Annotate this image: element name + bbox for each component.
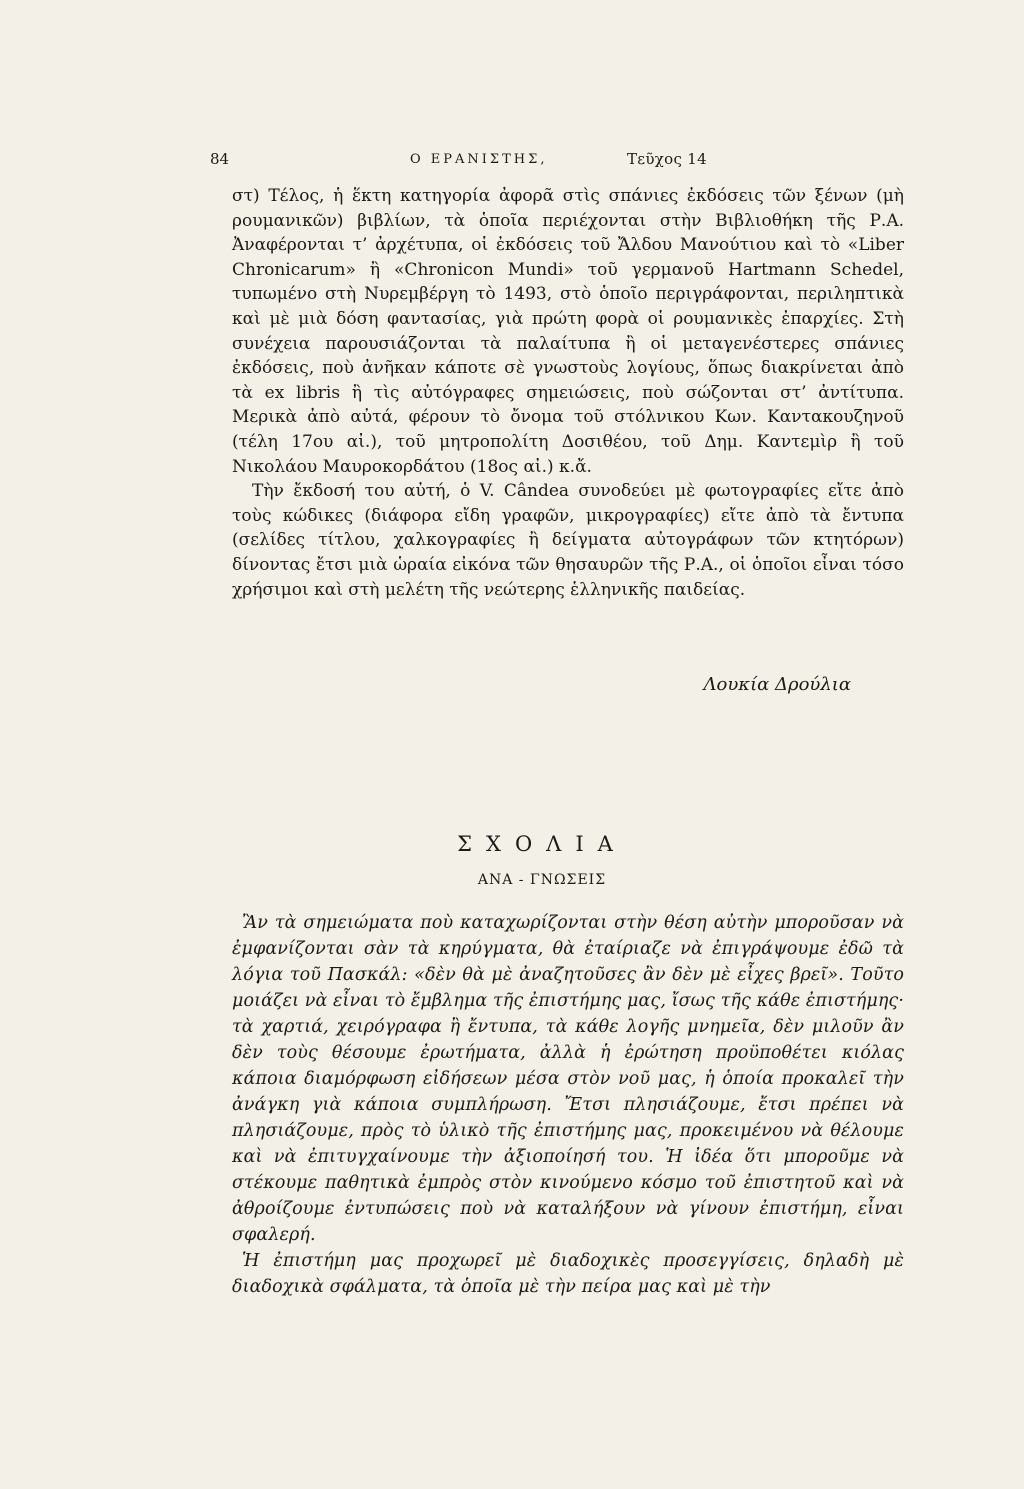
author-signature: Λουκία Δρούλια	[703, 674, 851, 695]
section-subtitle: ΑΝΑ - ΓΝΩΣΕΙΣ	[477, 872, 607, 888]
notes-paragraph: Ἡ ἐπιστήμη μας προχωρεῖ μὲ διαδοχικὲς προσεγγίσεις, δηλαδὴ μὲ διαδοχικὰ σφάλματα, τὰ ὁποῖα μὲ τὴν πείρα μας καὶ μὲ τὴν	[232, 1251, 904, 1297]
review-paragraph: Τὴν ἔκδοσή του αὐτή, ὁ V. Cândea συνοδεύει μὲ φωτογραφίες εἴτε ἀπὸ τοὺς κώδικες (διάφορα εἴδη γραφῶν, μικρογραφίες) εἴτε ἀπὸ τὰ ἔντυπα (σελίδες τίτλου, χαλκογραφίες ἢ δείγματα αὐτογράφων τῶν κτητόρων) δίνοντας ἔτσι μιὰ ὡραία εἰκόνα τῶν θησαυρῶν τῆς Ρ.Α., οἱ ὁποῖοι εἶναι τόσο χρήσιμοι καὶ στὴ μελέτη τῆς νεώτερης ἑλληνικῆς παιδείας.	[232, 481, 904, 600]
running-title: Ο ΕΡΑΝΙΣΤΗΣ,	[410, 152, 548, 167]
page-header	[210, 150, 910, 174]
issue-label: Τεῦχος 14	[627, 150, 707, 168]
page-number: 84	[210, 150, 230, 168]
section-title: ΣΧΟΛΙΑ	[457, 832, 627, 856]
notes-text	[232, 910, 904, 1300]
review-text	[232, 184, 904, 602]
notes-paragraph: Ἂν τὰ σημειώματα ποὺ καταχωρίζονται στὴν θέση αὐτὴν μποροῦσαν νὰ ἐμφανίζονται σὰν τὰ κηρύγματα, θὰ ἐταίριαζε νὰ ἐπιγράψουμε ἐδῶ τὰ λόγια τοῦ Πασκάλ: «δὲν θὰ μὲ ἀναζητοῦσες ἂν δὲν μὲ εἶχες βρεῖ». Τοῦτο μοιάζει νὰ εἶναι τὸ ἔμβλημα τῆς ἐπιστήμης μας, ἴσως τῆς κάθε ἐπιστήμης· τὰ χαρτιά, χειρόγραφα ἢ ἔντυπα, τὰ κάθε λογῆς μνημεῖα, δὲν μιλοῦν ἂν δὲν τοὺς θέσουμε ἐρωτήματα, ἀλλὰ ἡ ἐρώτηση προϋποθέτει κιόλας κάποια διαμόρφωση εἰδήσεων μέσα στὸν νοῦ μας, ἡ ὁποία προκαλεῖ τὴν ἀνάγκη γιὰ κάποια συμπλήρωση. Ἔτσι πλησιάζουμε, ἔτσι πρέπει νὰ πλησιάζουμε, πρὸς τὸ ὑλικὸ τῆς ἐπιστήμης μας, προκειμένου νὰ θέλουμε καὶ νὰ ἐπιτυγχαίνουμε τὴν ἀξιοποίησή του. Ἡ ἰδέα ὅτι μποροῦμε νὰ στέκουμε παθητικὰ ἐμπρὸς στὸν κινούμενο κόσμο τοῦ ἐπιστητοῦ καὶ νὰ ἀθροίζουμε ἐντυπώσεις ποὺ νὰ καταλήξουν νὰ γίνουν ἐπιστήμη, εἶναι σφαλερή.	[232, 913, 904, 1245]
review-paragraph: στ) Τέλος, ἡ ἕκτη κατηγορία ἀφορᾶ στὶς σπάνιες ἐκδόσεις τῶν ξένων (μὴ ρουμανικῶν) βιβλίων, τὰ ὁποῖα περιέχονται στὴν Βιβλιοθήκη τῆς Ρ.Α. Ἀναφέρονται τ’ ἀρχέτυπα, οἱ ἐκδόσεις τοῦ Ἄλδου Μανούτιου καὶ τὸ «Liber Chronicarum» ἢ «Chronicon Mundi» τοῦ γερμανοῦ Hartmann Schedel, τυπωμένο στὴ Νυρεμβέργη τὸ 1493, στὸ ὁποῖο περιγράφονται, περιληπτικὰ καὶ μὲ μιὰ δόση φαντασίας, γιὰ πρώτη φορὰ οἱ ρουμανικὲς ἐπαρχίες. Στὴ συνέχεια παρουσιάζονται τὰ παλαίτυπα ἢ οἱ μεταγενέστερες σπάνιες ἐκδόσεις, ποὺ ἀνῆκαν κάποτε σὲ γνωστοὺς λογίους, ὅπως διακρίνεται ἀπὸ τὰ ex libris ἢ τὶς αὐτόγραφες σημειώσεις, ποὺ σώζονται στ’ ἀντίτυπα. Μερικὰ ἀπὸ αὐτά, φέρουν τὸ ὄνομα τοῦ στόλνικου Κων. Καντακουζηνοῦ (τέλη 17ου αἰ.), τοῦ μητροπολίτη Δοσιθέου, τοῦ Δημ. Καντεμὶρ ἢ τοῦ Νικολάου Μαυροκορδάτου (18ος αἰ.) κ.ἄ.	[232, 186, 904, 477]
